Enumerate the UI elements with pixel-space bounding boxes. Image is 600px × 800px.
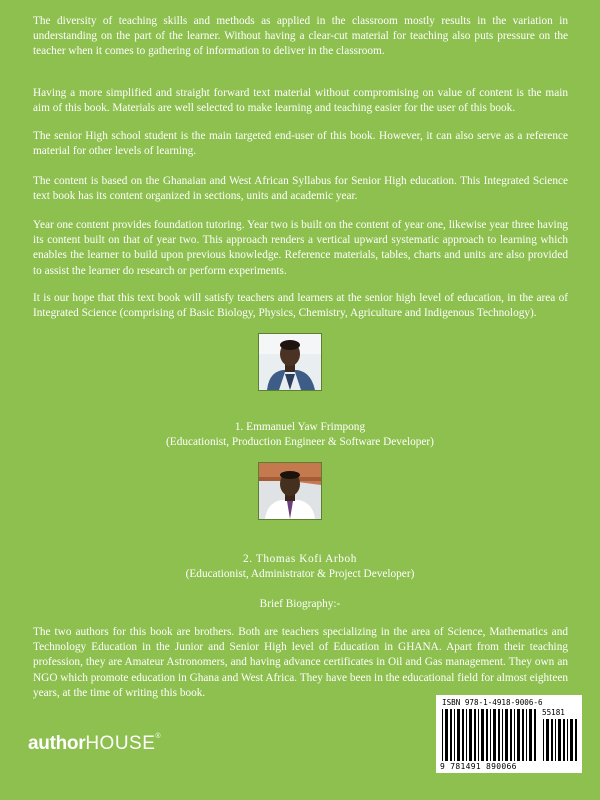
author-2-role: (Educationist, Administrator & Project Developer): [185, 568, 415, 580]
publisher-logo-author: author: [28, 733, 86, 754]
hope-paragraph: It is our hope that this text book will satisfy teachers and learners at the senior high level of education, in the area of Integrated Science (comprising of Basic Biology, Physics, Chemistry, Agriculture and Indigenous Technology).: [33, 292, 568, 320]
author-2-photo: [258, 462, 322, 520]
intro-paragraph: The diversity of teaching skills and methods as applied in the classroom mostly results in the variation in understanding on the part of the learner. Without having a clear-cut material for teaching also puts pressure on the teacher when it comes to gathering of information to deliver in the classroom.: [33, 15, 568, 58]
isbn-text: ISBN 978-1-4918-9006-6: [442, 698, 543, 707]
barcode-bars: [441, 709, 539, 761]
author-1-role: (Educationist, Production Engineer & Software Developer): [166, 436, 434, 448]
publisher-logo-house: HOUSE: [85, 733, 156, 754]
author-2-name: 2. Thomas Kofi Arboh: [242, 553, 358, 565]
biography-paragraph: The two authors for this book are brothers. Both are teachers specializing in the area of Science, Mathematics and Technology Education in the Junior and Senior High level of Education in GHANA. Apart from their teaching profession, they are Amateur Astronomers, and having advance certificates in Oil and Gas management. They own an NGO which promote education in Ghana and West Africa. They have been in the educational field for almost eighteen years, at the time of writing this book.: [33, 626, 568, 699]
author-1-name: 1. Emmanuel Yaw Frimpong: [234, 421, 366, 433]
registered-mark: ®: [155, 733, 161, 740]
publisher-logo: [28, 733, 160, 755]
price-code: 55181: [542, 708, 565, 717]
ean-number: 9 781491 890066: [440, 762, 517, 771]
author-1-photo: [258, 333, 322, 391]
isbn-barcode: [436, 695, 582, 773]
audience-paragraph: The senior High school student is the main targeted end-user of this book. However, it can also serve as a reference material for other levels of learning.: [33, 130, 568, 158]
syllabus-paragraph: The content is based on the Ghanaian and West African Syllabus for Senior High education. This Integrated Science text book has its content organized in sections, units and academic year.: [33, 175, 568, 203]
price-barcode-bars: [542, 719, 578, 761]
aim-paragraph: Having a more simplified and straight forward text material without compromising on value of content is the main aim of this book. Materials are well selected to make learning and teaching easier for the user of this book.: [33, 87, 568, 115]
biography-heading: Brief Biography:-: [259, 598, 341, 610]
structure-paragraph: Year one content provides foundation tutoring. Year two is built on the content of year one, likewise year three having its content built on that of year two. This approach renders a vertical upward systematic approach to learning which enables the learner to build upon previous knowledge. Reference materials, tables, charts and units are also provided to assist the learner do research or perform experiments.: [33, 219, 568, 277]
